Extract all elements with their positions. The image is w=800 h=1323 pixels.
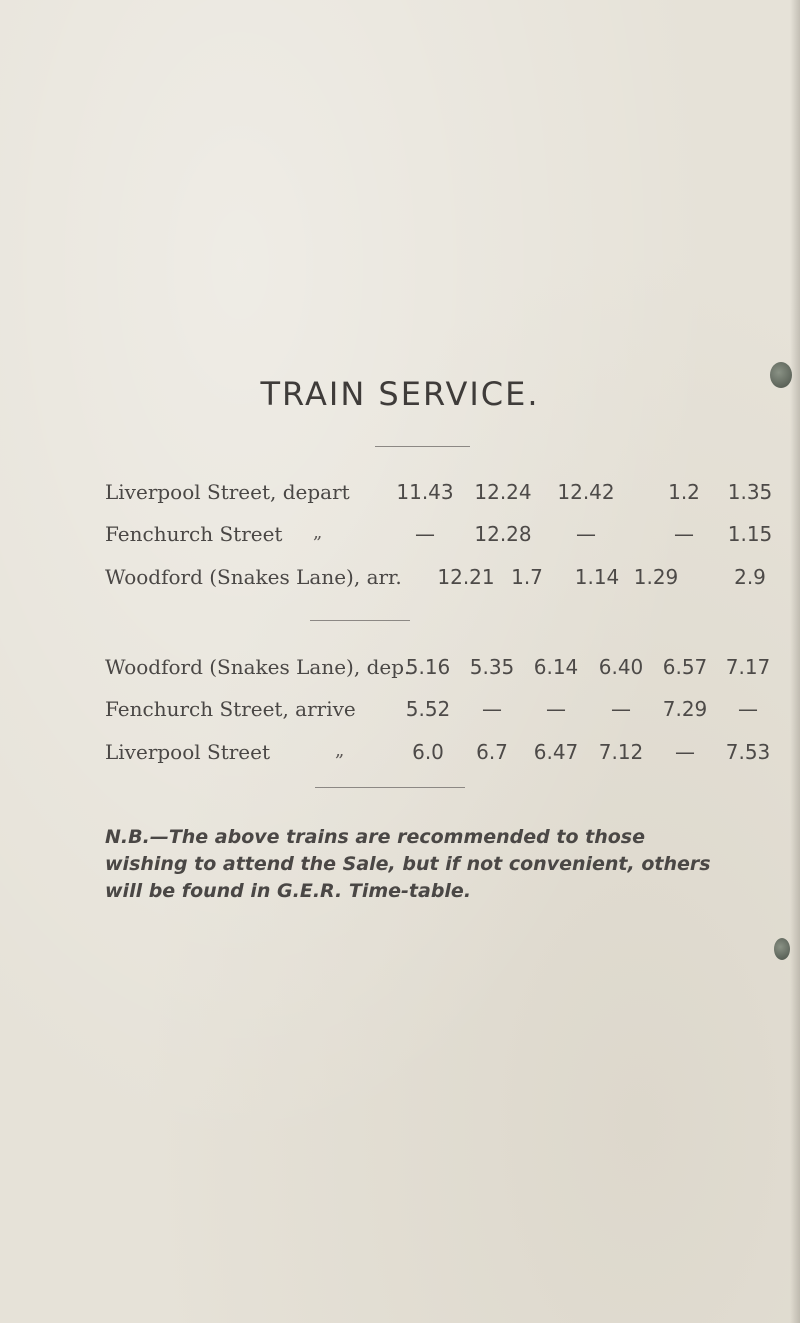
time-cell: 7.29	[662, 697, 708, 721]
time-cell: 1.14	[574, 565, 620, 589]
time-cell: —	[611, 697, 631, 721]
time-cell: —	[675, 740, 695, 764]
time-cell: 7.17	[725, 655, 771, 679]
ditto-mark: „	[313, 522, 323, 543]
station-name: Liverpool Street	[105, 740, 271, 764]
paper-stain	[770, 362, 792, 388]
time-cell: 5.35	[469, 655, 515, 679]
time-cell: —	[546, 697, 566, 721]
page-title: TRAIN SERVICE.	[260, 375, 540, 413]
time-cell: 6.7	[476, 740, 508, 764]
time-cell: 7.53	[725, 740, 771, 764]
timetable-row	[0, 522, 800, 552]
divider-middle	[310, 620, 410, 621]
time-cell: 6.0	[412, 740, 444, 764]
divider-bottom	[315, 787, 465, 788]
station-name: Woodford (Snakes Lane), dep.	[105, 655, 411, 679]
time-cell: 1.7	[511, 565, 543, 589]
station-name: Fenchurch Street	[105, 522, 283, 546]
time-cell: —	[415, 522, 435, 546]
ditto-mark: „	[335, 740, 345, 761]
time-cell: —	[674, 522, 694, 546]
time-cell: 1.2	[668, 480, 700, 504]
time-cell: 6.57	[662, 655, 708, 679]
time-cell: 7.12	[598, 740, 644, 764]
timetable-row	[0, 480, 800, 510]
time-cell: 5.52	[405, 697, 451, 721]
time-cell: 6.47	[533, 740, 579, 764]
time-cell: 6.40	[598, 655, 644, 679]
station-name: Liverpool Street, depart	[105, 480, 350, 504]
time-cell: 12.42	[557, 480, 615, 504]
station-name: Fenchurch Street, arrive	[105, 697, 356, 721]
time-cell: —	[576, 522, 596, 546]
divider-top	[375, 446, 470, 447]
time-cell: 12.24	[474, 480, 532, 504]
time-cell: 2.9	[734, 565, 766, 589]
time-cell: 11.43	[396, 480, 454, 504]
time-cell: 6.14	[533, 655, 579, 679]
timetable-row	[0, 740, 800, 770]
timetable-row	[0, 697, 800, 727]
timetable-row	[0, 565, 800, 595]
footnote: N.B.—The above trains are recommended to those wishing to attend the Sale, but if not convenient, others will be found in G.E.R. Time-table.	[105, 826, 711, 902]
paper-stain	[774, 938, 790, 960]
time-cell: 1.29	[633, 565, 679, 589]
time-cell: 1.35	[727, 480, 773, 504]
time-cell: 12.28	[474, 522, 532, 546]
time-cell: —	[738, 697, 758, 721]
time-cell: 1.15	[727, 522, 773, 546]
station-name: Woodford (Snakes Lane), arr.	[105, 565, 402, 589]
time-cell: 5.16	[405, 655, 451, 679]
time-cell: —	[482, 697, 502, 721]
timetable-row	[0, 655, 800, 685]
time-cell: 12.21	[437, 565, 495, 589]
